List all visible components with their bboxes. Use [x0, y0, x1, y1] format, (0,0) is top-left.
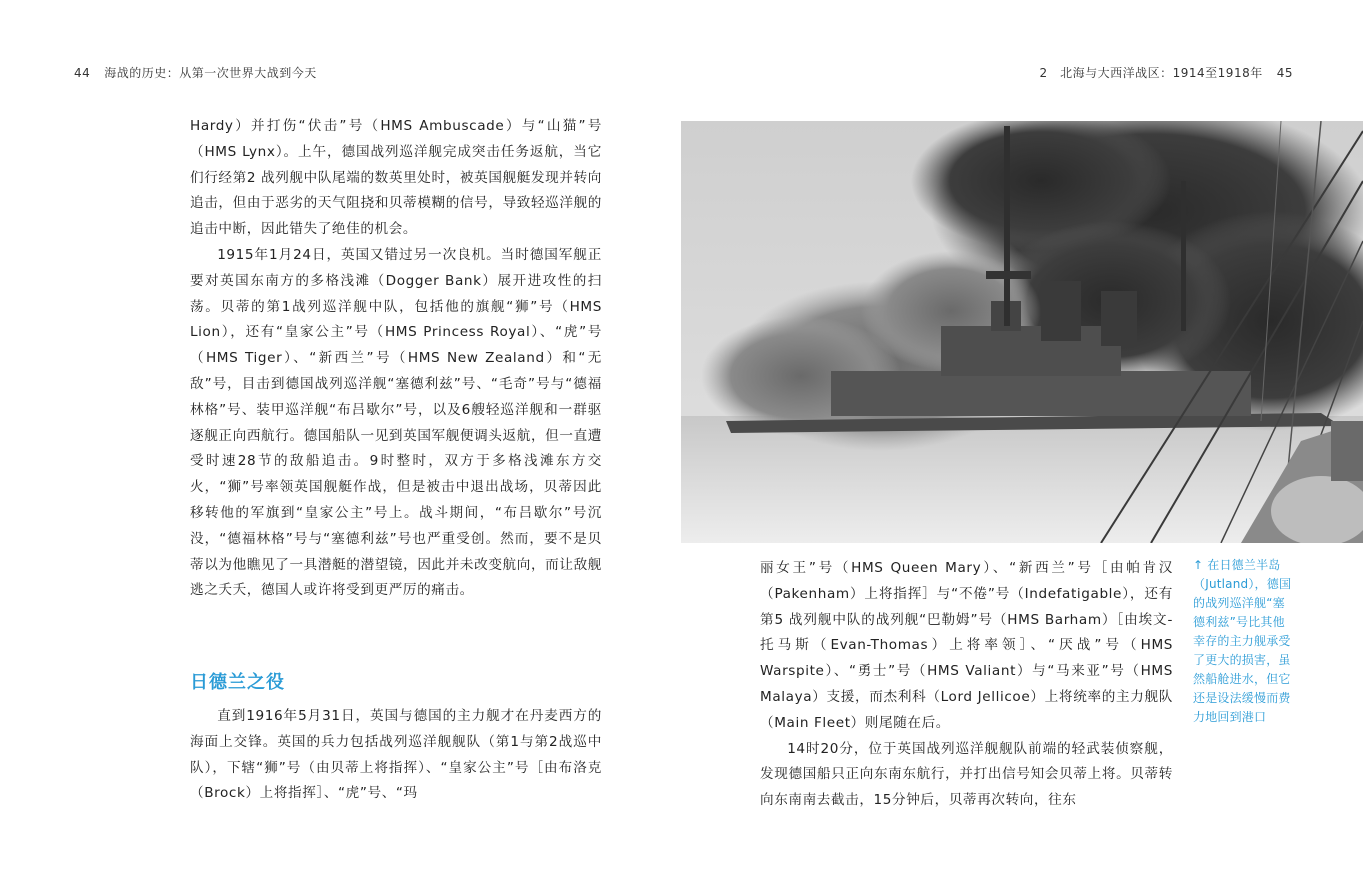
battleship-photo [681, 121, 1363, 543]
body-paragraph: 14时20分，位于英国战列巡洋舰舰队前端的轻武装侦察舰，发现德国船只正向东南东航行，并打出信号知会贝蒂上将。贝蒂转向东南南去截击，15分钟后，贝蒂再次转向，往东 [760, 740, 1173, 809]
running-header-left [74, 64, 317, 81]
book-title: 海战的历史：从第一次世界大战到今天 [104, 66, 317, 80]
page-number-right: 45 [1276, 66, 1293, 80]
running-header-right [1040, 64, 1294, 81]
section-heading: 日德兰之役 [190, 672, 285, 693]
section-text [190, 704, 602, 807]
chapter-title: 2 北海与大西洋战区：1914至1918年 [1039, 66, 1263, 80]
photo-illustration [681, 121, 1363, 543]
body-paragraph: Hardy）并打伤“伏击”号（HMS Ambuscade）与“山猫”号（HMS Lynx）。上午，德国战列巡洋舰完成突击任务返航，当它们行经第2 战列舰中队尾端的数英里处时，被英国舰艇发现并转向追击，但由于恶劣的天气阻挠和贝蒂模糊的信号，导致轻巡洋舰的追击中断，因此错失了绝佳的机会。 [190, 118, 602, 238]
body-paragraph: 1915年1月24日，英国又错过另一次良机。当时德国军舰正要对英国东南方的多格浅滩（Dogger Bank）展开进攻性的扫荡。贝蒂的第1战列巡洋舰中队，包括他的旗舰“狮”号（HMS Lion），还有“皇家公主”号（HMS Princess Royal）、“虎”号（HMS Tiger）、“新西兰”号（HMS New Zealand）和“无敌”号，目击到德国战列巡洋舰“塞德利兹”号、“毛奇”号与“德福林格”号、装甲巡洋舰“布吕歇尔”号，以及6艘轻巡洋舰和一群驱逐舰正向西航行。德国船队一见到英国军舰便调头返航，但一直遭受时速28节的敌船追击。9时整时，双方于多格浅滩东方交火，“狮”号率领英国舰艇作战，但是被击中退出战场，贝蒂因此移转他的军旗到“皇家公主”号上。战斗期间，“布吕歇尔”号沉没，“德福林格”号与“塞德利兹”号也严重受创。然而，要不是贝蒂以为他瞧见了一具潜艇的潜望镜，因此并未改变航向，而让敌舰逃之夭夭，德国人或许将受到更严厉的痛击。 [190, 246, 602, 599]
page-number-left: 44 [74, 66, 91, 80]
right-text-column [760, 556, 1173, 814]
left-text-column [190, 114, 602, 604]
photo-caption: ↑ 在日德兰半岛（Jutland），德国的战列巡洋舰“塞德利兹”号比其他幸存的主力舰承受了更大的损害，虽然船舱进水，但它还是设法缓慢而费力地回到港口 [1193, 558, 1292, 724]
body-paragraph: 丽女王”号（HMS Queen Mary）、“新西兰”号［由帕肯汉（Pakenham）上将指挥］与“不倦”号（Indefatigable），还有第5 战列舰中队的战列舰“巴勒姆”号（HMS Barham）［由埃文-托马斯（Evan-Thomas）上将率领］、“厌战”号（HMS Warspite）、“勇士”号（HMS Valiant）与“马来亚”号（HMS Malaya）支援，而杰利科（Lord Jellicoe）上将统率的主力舰队（Main Fleet）则尾随在后。 [760, 560, 1173, 731]
body-paragraph: 直到1916年5月31日，英国与德国的主力舰才在丹麦西方的海面上交锋。英国的兵力包括战列巡洋舰舰队（第1与第2战巡中队），下辖“狮”号（由贝蒂上将指挥）、“皇家公主”号［由布洛克（Brock）上将指挥］、“虎”号、“玛 [190, 708, 602, 802]
